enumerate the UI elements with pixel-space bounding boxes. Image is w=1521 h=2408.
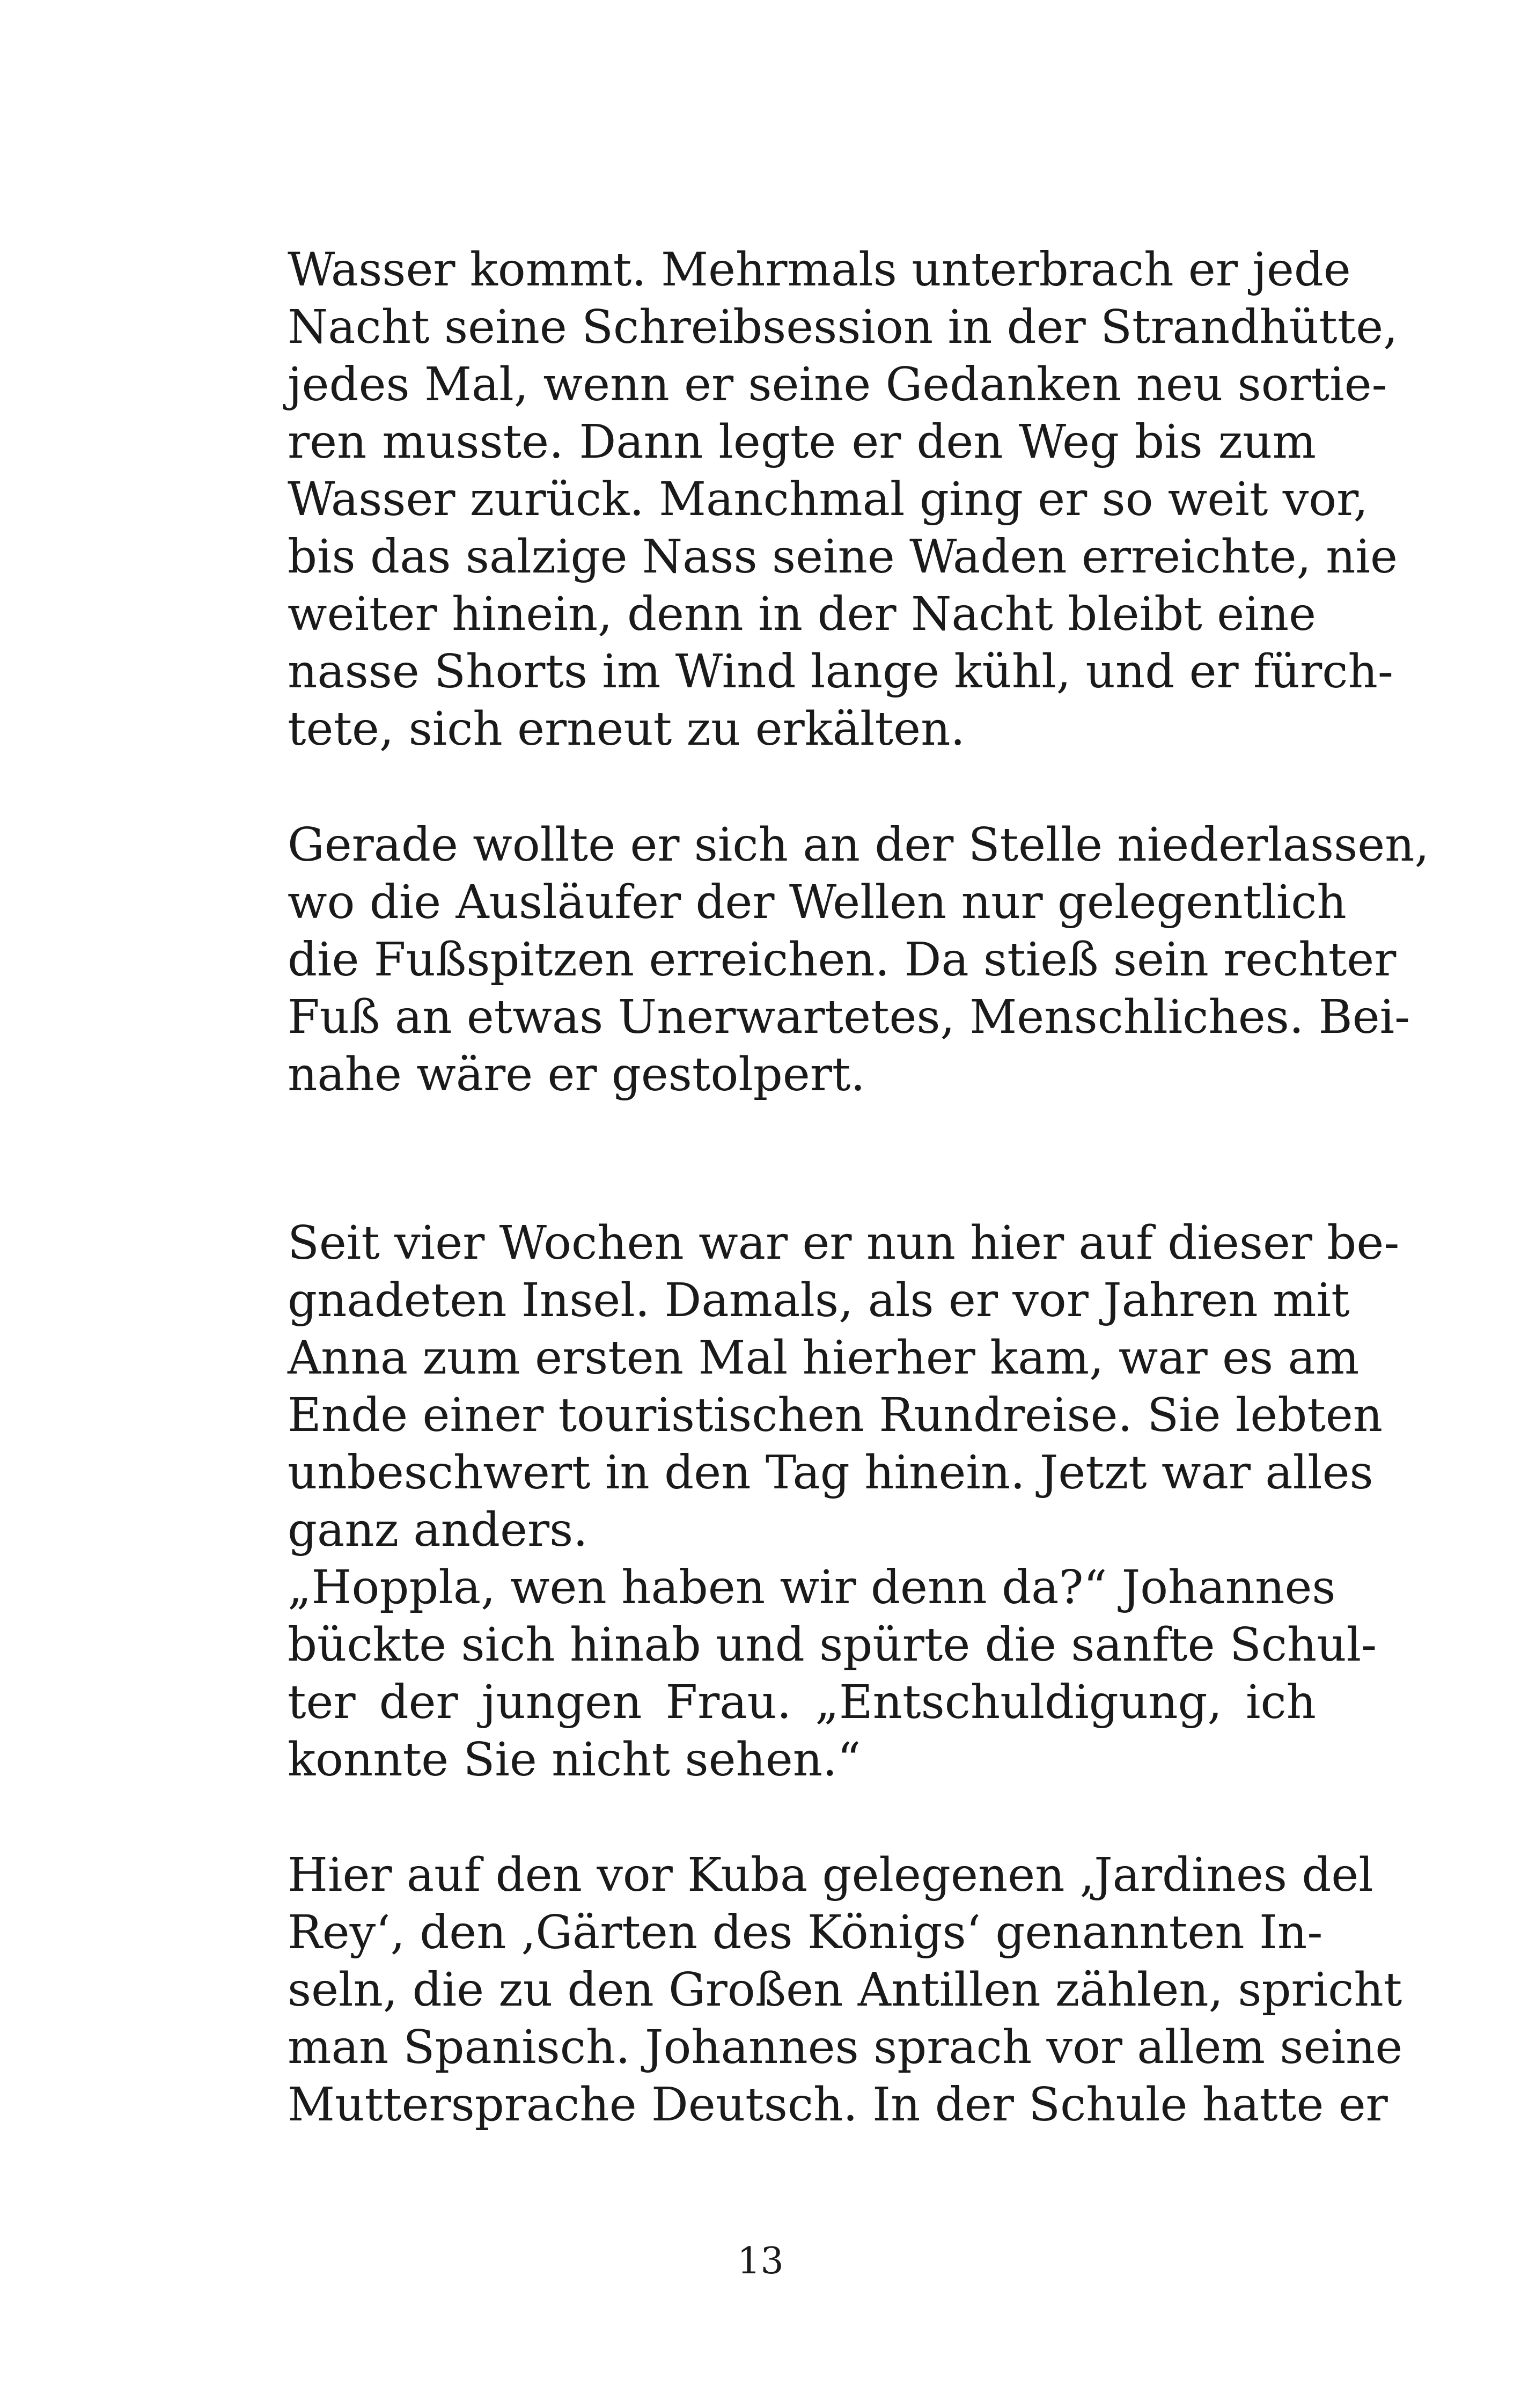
text-line: bis das salzige Nass seine Waden erreichte, nie [288,530,1398,584]
text-line: „Hoppla, wen haben wir denn da?“ Johannes [288,1561,1336,1614]
text-line: ter der jungen Frau. „Entschuldigung, ich [288,1676,1316,1729]
text-line: Hier auf den vor Kuba gelegenen ‚Jardines del [288,1848,1373,1902]
text-line: ren musste. Dann legte er den Weg bis zum [288,415,1316,469]
text-line: gnadeten Insel. Damals, als er vor Jahren mit [288,1274,1350,1327]
text-line: nasse Shorts im Wind lange kühl, und er fürch- [288,645,1393,699]
text-line: nahe wäre er gestolpert. [288,1048,865,1102]
text-line: jedes Mal, wenn er seine Gedanken neu sortie- [288,358,1387,412]
text-line: man Spanisch. Johannes sprach vor allem seine [288,2021,1403,2074]
text-line: Nacht seine Schreibsession in der Strandhütte, [288,300,1398,354]
text-line: Anna zum ersten Mal hierher kam, war es am [288,1331,1360,1385]
text-line: tete, sich erneut zu erkälten. [288,702,965,756]
text-line: Fuß an etwas Unerwartetes, Menschliches. Bei- [288,990,1410,1044]
text-line: Muttersprache Deutsch. In der Schule hatte er [288,2078,1388,2132]
text-line: wo die Ausläufer der Wellen nur gelegentlich [288,876,1347,929]
text-line: Gerade wollte er sich an der Stelle niederlassen, [288,818,1429,872]
paragraph-1 [288,241,1398,758]
paragraph-4 [288,1847,1403,2134]
text-line: ganz anders. [288,1503,588,1557]
text-line: Rey‘, den ‚Gärten des Königs‘ genannten In- [288,1906,1323,1959]
text-line: Wasser kommt. Mehrmals unterbrach er jede [288,243,1351,297]
text-line: weiter hinein, denn in der Nacht bleibt eine [288,588,1316,641]
text-line: unbeschwert in den Tag hinein. Jetzt war alles [288,1446,1373,1500]
paragraph-2 [288,817,1429,1104]
text-line: Wasser zurück. Manchmal ging er so weit vor, [288,473,1369,526]
page-number: 13 [737,2240,784,2282]
text-line: bückte sich hinab und spürte die sanfte Schul- [288,1618,1377,1672]
text-line: konnte Sie nicht sehen.“ [288,1733,861,1787]
text-line: Seit vier Wochen war er nun hier auf dieser be- [288,1216,1400,1270]
text-line: Ende einer touristischen Rundreise. Sie lebten [288,1389,1383,1442]
text-line: seln, die zu den Großen Antillen zählen, spricht [288,1963,1402,2017]
paragraph-3 [288,1215,1400,1789]
text-line: die Fußspitzen erreichen. Da stieß sein rechter [288,933,1397,987]
